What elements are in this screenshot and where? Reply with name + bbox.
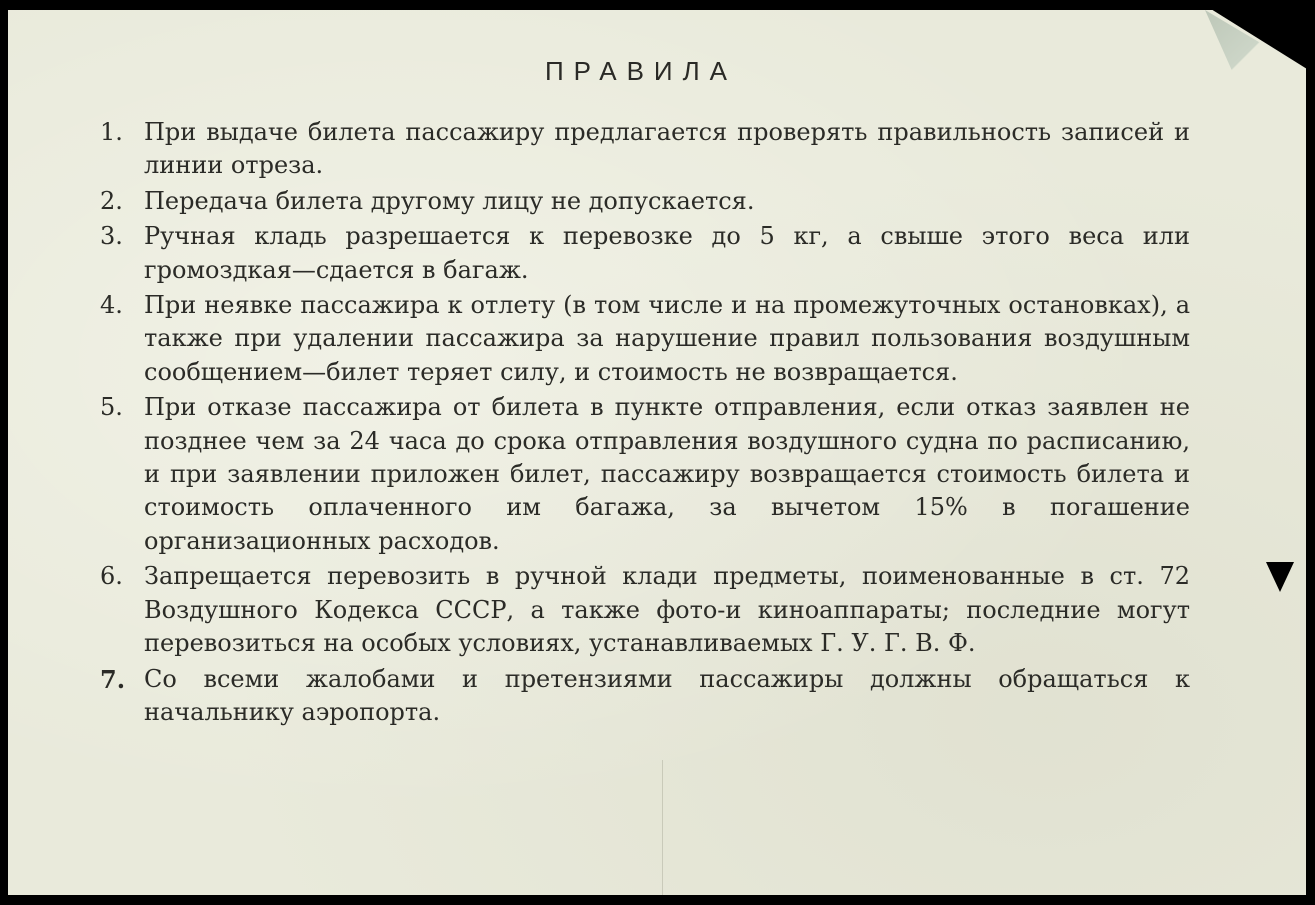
rule-text: Ручная кладь разрешается к перевозке до 5 кг, а свыше этого веса или громоздкая—сдается в багаж. xyxy=(144,222,1190,284)
rule-number: 6. xyxy=(100,562,123,591)
rule-text: При неявке пассажира к отлету (в том числе и на промежуточных остановках), а также при удалении пассажира за нарушение правил пользования воздушным сообщением—билет теряет силу, и стоимость не возвращается. xyxy=(144,291,1190,386)
rule-number: 5. xyxy=(100,393,123,422)
rule-item-2 xyxy=(100,185,1190,218)
document-title: ПРАВИЛА xyxy=(544,56,738,86)
rule-text: Со всеми жалобами и претензиями пассажиры должны обращаться к начальнику аэропорта. xyxy=(144,664,1190,726)
rule-item-6 xyxy=(100,560,1190,660)
fold-crease xyxy=(662,760,663,895)
rule-item-4 xyxy=(100,289,1190,389)
rule-item-7 xyxy=(100,663,1190,730)
rule-number: 7. xyxy=(100,664,126,694)
rule-text: Запрещается перевозить в ручной клади предметы, поименованные в ст. 72 Воздушного Кодекса СССР, а также фото-и киноаппараты; последние могут перевозиться на особых условиях, устанавливаемых Г. У. Г. В. Ф. xyxy=(144,562,1190,658)
rule-number: 4. xyxy=(100,291,123,320)
rule-text: Передача билета другому лицу не допускается. xyxy=(144,186,755,215)
torn-edge-notch xyxy=(1266,562,1294,592)
rule-number: 3. xyxy=(100,222,123,251)
rule-text: При отказе пассажира от билета в пункте отправления, если отказ заявлен не позднее чем за 24 часа до срока отправления воздушного судна по расписанию, и при заявлении приложен билет, пассажиру возвращается стоимость билета и стоимость оплаченного им багажа, за вычетом 15% в погашение организационных расходов. xyxy=(144,393,1190,555)
rule-item-1 xyxy=(100,116,1190,183)
rule-number: 1. xyxy=(100,118,123,146)
rules-list xyxy=(100,116,1190,731)
rule-item-3 xyxy=(100,220,1190,287)
rule-item-5 xyxy=(100,391,1190,558)
rule-text: При выдаче билета пассажиру предлагается проверять правильность записей и линии отреза. xyxy=(144,118,1190,180)
rule-number: 2. xyxy=(100,186,123,215)
